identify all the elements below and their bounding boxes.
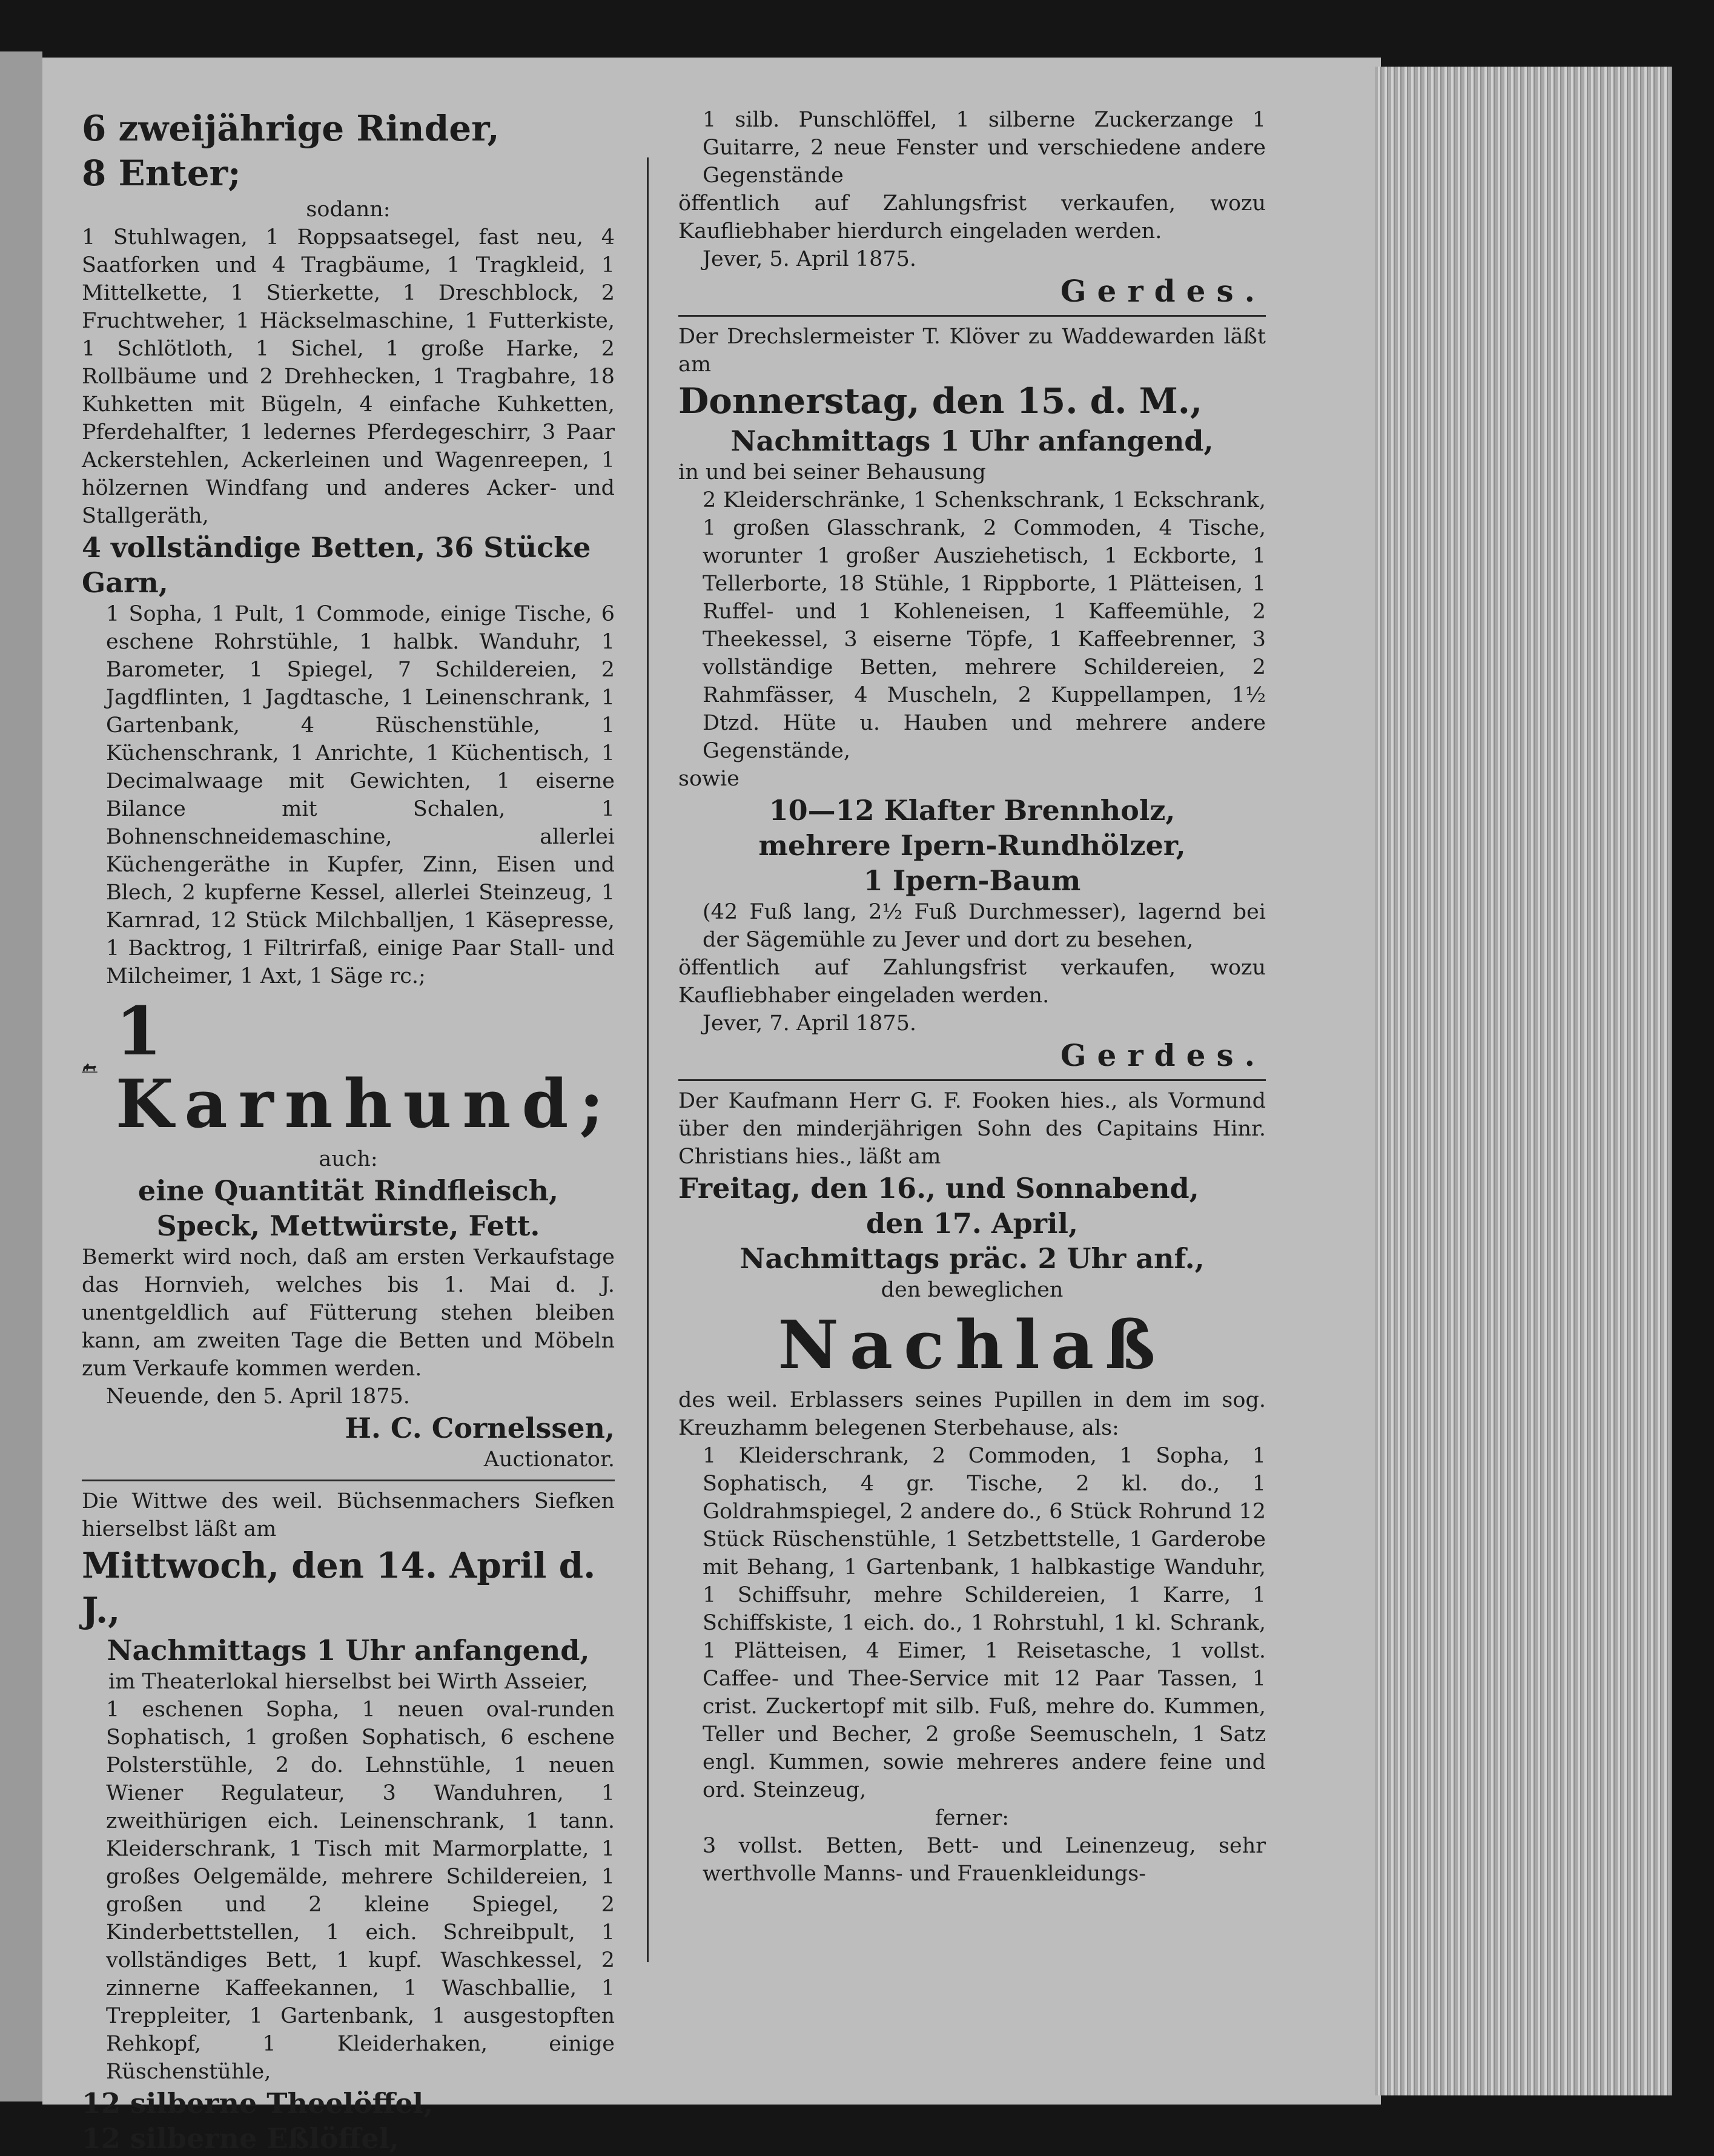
list-items-4: 1 silb. Punschlöffel, 1 silberne Zuckerzange 1 Guitarre, 2 neue Fenster und verschiedene andere Gegenstände bbox=[703, 108, 1266, 188]
right-column bbox=[678, 106, 1266, 1888]
heading-nachmittags-2: Nachmittags 1 Uhr anfangend, bbox=[730, 425, 1214, 457]
ferner-label: ferner: bbox=[935, 1806, 1010, 1830]
signature-gerdes-1: Gerdes. bbox=[1060, 273, 1266, 309]
auctioneer-name: H. C. Cornelssen, bbox=[345, 1412, 615, 1444]
list-items-2: 1 Sopha, 1 Pult, 1 Commode, einige Tische, 6 eschene Rohrstühle, 1 halbk. Wanduhr, 1 Barometer, 1 Spiegel, 7 Schildereien, 2 Jagdflinten, 1 Jagdtasche, 1 Leinenschrank, 1 Gartenbank, 4 Rüschenstühle, 1 Küchenschrank, 1 Anrichte, 1 Küchentisch, 1 Decimalwaage mit Gewichten, 1 eiserne Bilance mit Schalen, 1 Bohnenschneidemaschine, allerlei Küchengeräthe in Kupfer, Zinn, Eisen und Blech, 2 kupferne Kessel, allerlei Steinzeug, 1 Karnrad, 12 Stück Milchballjen, 1 Käsepresse, 1 Backtrog, 1 Filtrirfaß, einige Paar Stall- und Milcheimer, 1 Axt, 1 Säge rc.; bbox=[106, 602, 615, 988]
location-text: im Theaterlokal hierselbst bei Wirth Asseier, bbox=[108, 1670, 589, 1694]
notice-text: Bemerkt wird noch, daß am ersten Verkaufstage das Hornvieh, welches bis 1. Mai d. J. unentgeldlich auf Fütterung stehen bleiben kann, am zweiten Tage die Betten und Möbeln zum Verkaufe kommen werden. bbox=[82, 1245, 615, 1381]
sowie-label: sowie bbox=[678, 767, 740, 791]
heading-betten: 4 vollständige Betten, 36 Stücke Garn, bbox=[82, 531, 591, 599]
sodann-label: sodann: bbox=[306, 197, 391, 222]
erblasser-text: des weil. Erblassers seines Pupillen in dem im sog. Kreuzhamm belegenen Sterbehause, als: bbox=[678, 1388, 1266, 1440]
list-items-1: 1 Stuhlwagen, 1 Roppsaatsegel, fast neu, 4 Saatforken und 4 Tragbäume, 1 Tragkleid, 1 Mittelkette, 1 Stierkette, 1 Dreschblock, 2 Fruchtweher, 1 Häckselmaschine, 1 Futterkiste, 1 Schlötloth, 1 Sichel, 1 große Harke, 2 Rollbäume und 2 Drehhecken, 1 Tragbahre, 18 Kuhketten mit Bügeln, 4 einfache Kuhketten, Pferdehalfter, 1 ledernes Pferdegeschirr, 3 Paar Ackerstehlen, Ackerleinen und Wagenreepen, 1 hölzernen Windfang und anderes Acker- und Stallgeräth, bbox=[82, 225, 615, 528]
heading-karnhund: 1 Karnhund; bbox=[115, 992, 615, 1143]
auctioneer-role: Auctionator. bbox=[483, 1447, 615, 1472]
heading-enter: 8 Enter; bbox=[82, 153, 241, 194]
heading-nachmittags-3: Nachmittags präc. 2 Uhr anf., bbox=[740, 1242, 1205, 1275]
karnhund-line bbox=[82, 990, 615, 1145]
beweglichen-label: den beweglichen bbox=[881, 1278, 1064, 1302]
heading-brennholz: 10—12 Klafter Brennholz, bbox=[769, 794, 1176, 827]
list-items-7: 3 vollst. Betten, Bett- und Leinenzeug, sehr werthvolle Manns- und Frauenkleidungs- bbox=[703, 1834, 1266, 1886]
divider bbox=[82, 1480, 615, 1481]
heading-17-april: den 17. April, bbox=[866, 1207, 1078, 1240]
auch-label: auch: bbox=[319, 1147, 378, 1171]
heading-ipern-baum: 1 Ipern-Baum bbox=[863, 864, 1081, 897]
list-items-3: 1 eschenen Sopha, 1 neuen oval-runden Sophatisch, 1 großen Sophatisch, 6 eschene Polsterstühle, 2 do. Lehnstühle, 1 neuen Wiener Regulateur, 3 Wanduhren, 1 zweithürigen eich. Leinenschrank, 1 tann. Kleiderschrank, 1 Tisch mit Marmorplatte, 1 großes Oelgemälde, mehrere Schildereien, 1 großen und 2 kleine Spiegel, 2 Kinderbettstellen, 1 eich. Schreibpult, 1 vollständiges Bett, 1 kupf. Waschkessel, 2 zinnerne Kaffeekannen, 1 Waschballie, 1 Treppleiter, 1 Gartenbank, 1 ausgestopften Rehkopf, 1 Kleiderhaken, einige Rüschenstühle, bbox=[106, 1698, 615, 2084]
location-behausung: in und bei seiner Behausung bbox=[678, 460, 986, 484]
list-items-5: 2 Kleiderschränke, 1 Schenkschrank, 1 Eckschrank, 1 großen Glasschrank, 2 Commoden, 4 Tische, worunter 1 großer Ausziehetisch, 1 Eckborte, 1 Tellerborte, 18 Stühle, 1 Rippborte, 1 Plätteisen, 1 Ruffel- und 1 Kohleneisen, 1 Kaffeemühle, 2 Theekessel, 3 eiserne Töpfe, 1 Kaffeebrenner, 3 vollständige Betten, mehrere Schildereien, 2 Rahmfässer, 4 Muscheln, 2 Kuppellampen, 1½ Dtzd. Hüte u. Hauben und mehrere andere Gegenstände, bbox=[703, 488, 1266, 763]
heading-theeloeffel: 12 silberne Theelöffel, bbox=[82, 2087, 434, 2120]
baum-details: (42 Fuß lang, 2½ Fuß Durchmesser), lagernd bei der Sägemühle zu Jever und dort zu besehen, bbox=[703, 900, 1266, 952]
intro-fooken: Der Kaufmann Herr G. F. Fooken hies., als Vormund über den minderjährigen Sohn des Capitains Hinr. Christians hies., läßt am bbox=[678, 1089, 1266, 1169]
heading-rinder: 6 zweijährige Rinder, bbox=[82, 108, 500, 149]
dog-icon bbox=[82, 1037, 98, 1098]
left-column bbox=[82, 106, 615, 2156]
signature-gerdes-2: Gerdes. bbox=[1060, 1037, 1266, 1073]
intro-kloever: Der Drechslermeister T. Klöver zu Waddewarden läßt am bbox=[678, 325, 1266, 377]
heading-donnerstag: Donnerstag, den 15. d. M., bbox=[678, 380, 1203, 422]
heading-mittwoch: Mittwoch, den 14. April d. J., bbox=[82, 1545, 596, 1631]
book-page-block bbox=[1375, 67, 1672, 2095]
list-items-6: 1 Kleiderschrank, 2 Commoden, 1 Sopha, 1 Sophatisch, 4 gr. Tische, 2 kl. do., 1 Goldrahmspiegel, 2 andere do., 6 Stück Rohrund 12 Stück Rüschenstühle, 1 Setzbettstelle, 1 Garderobe mit Behang, 1 Gartenbank, 1 halbkastige Wanduhr, 1 Schiffsuhr, mehre Schildereien, 1 Karre, 1 Schiffskiste, 1 eich. do., 1 Rohrstuhl, 1 kl. Schrank, 1 Plätteisen, 4 Eimer, 1 Reisetasche, 1 vollst. Caffee- und Thee-Service mit 12 Paar Tassen, 1 crist. Zuckertopf mit silb. Fuß, mehre do. Kummen, Teller und Becher, 2 große Seemuscheln, 1 Satz engl. Kummen, sowie mehreres andere feine und ord. Steinzeug, bbox=[703, 1444, 1266, 1802]
date-neuende: Neuende, den 5. April 1875. bbox=[106, 1384, 410, 1409]
heading-rundhoelzer: mehrere Ipern-Rundhölzer, bbox=[758, 829, 1186, 862]
heading-rindfleisch: eine Quantität Rindfleisch, Speck, Mettwürste, Fett. bbox=[137, 1174, 559, 1242]
facing-page-edge bbox=[0, 51, 42, 2101]
divider bbox=[678, 315, 1266, 317]
date-jever-1: Jever, 5. April 1875. bbox=[703, 247, 917, 271]
heading-nachmittags: Nachmittags 1 Uhr anfangend, bbox=[107, 1634, 590, 1667]
heading-nachlass: Nachlaß bbox=[778, 1306, 1166, 1384]
heading-essloeffel: 12 silberne Eßlöffel, bbox=[82, 2122, 399, 2155]
sale-text-2: öffentlich auf Zahlungsfrist verkaufen, wozu Kaufliebhaber eingeladen werden. bbox=[678, 956, 1266, 1008]
intro-wittwe: Die Wittwe des weil. Büchsenmachers Siefken hierselbst läßt am bbox=[82, 1489, 615, 1541]
heading-freitag: Freitag, den 16., und Sonnabend, bbox=[678, 1172, 1199, 1205]
divider bbox=[678, 1079, 1266, 1081]
column-rule bbox=[647, 157, 649, 1962]
sale-text-1: öffentlich auf Zahlungsfrist verkaufen, wozu Kaufliebhaber hierdurch eingeladen werden. bbox=[678, 191, 1266, 243]
date-jever-2: Jever, 7. April 1875. bbox=[703, 1011, 917, 1036]
